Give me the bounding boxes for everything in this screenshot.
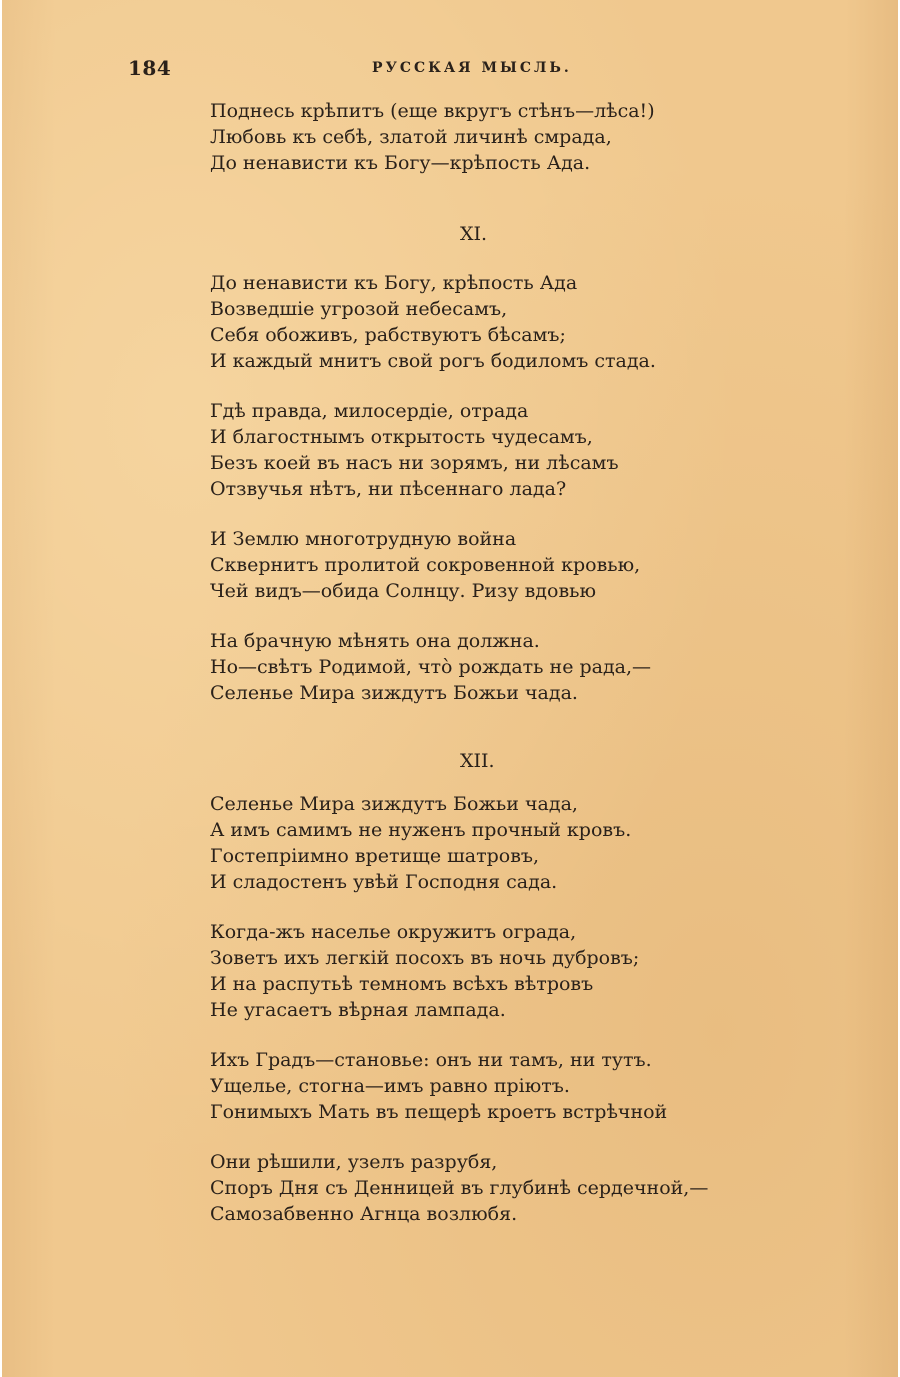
verse-line: Безъ коей въ насъ ни зорямъ, ни лѣсамъ <box>210 452 619 474</box>
verse-line: Они рѣшили, узелъ разрубя, <box>210 1151 498 1173</box>
verse-line: Гостепріимно вретище шатровъ, <box>210 845 540 867</box>
page-number: 184 <box>128 56 172 80</box>
verse-line: Чей видъ—обида Солнцу. Ризу вдовью <box>210 580 597 602</box>
verse-line: Не угасаетъ вѣрная лампада. <box>210 999 506 1021</box>
verse-line: До ненависти къ Богу—крѣпость Ада. <box>210 152 591 174</box>
verse-line: Но—свѣтъ Родимой, что̀ рождать не рада,— <box>210 656 652 678</box>
verse-line: А имъ самимъ не нуженъ прочный кровъ. <box>210 819 632 841</box>
verse-line: Когда-жъ населье окружитъ ограда, <box>210 921 577 943</box>
running-head: РУССКАЯ МЫСЛЬ. <box>372 60 572 76</box>
section-heading-xi: XI. <box>460 223 488 245</box>
verse-line: Возведшіе угрозой небесамъ, <box>210 298 508 320</box>
poem-text <box>210 98 830 1227</box>
verse-line: Споръ Дня съ Денницей въ глубинѣ сердечной,— <box>210 1177 709 1199</box>
section-heading-xii: XII. <box>460 750 495 772</box>
verse-line: Селенье Мира зиждутъ Божьи чада, <box>210 793 578 815</box>
verse-line: На брачную мѣнять она должна. <box>210 630 540 652</box>
verse-line: Гонимыхъ Мать въ пещерѣ кроетъ встрѣчной <box>210 1101 668 1123</box>
verse-line: Себя обоживъ, рабствуютъ бѣсамъ; <box>210 324 566 346</box>
verse-line: И на распутьѣ темномъ всѣхъ вѣтровъ <box>210 973 594 995</box>
verse-line: Самозабвенно Агнца возлюбя. <box>210 1203 518 1225</box>
verse-line: Ихъ Градъ—становье: онъ ни тамъ, ни тутъ. <box>210 1049 652 1071</box>
verse-line: Селенье Мира зиждутъ Божьи чада. <box>210 682 578 704</box>
verse-line: И благостнымъ открытость чудесамъ, <box>210 426 593 448</box>
verse-line: Ущелье, стогна—имъ равно пріютъ. <box>210 1075 570 1097</box>
verse-line: И сладостенъ увѣй Господня сада. <box>210 871 558 893</box>
verse-line: И Землю многотрудную война <box>210 528 517 550</box>
verse-line: Поднесь крѣпитъ (еще вкругъ стѣнъ—лѣса!) <box>210 100 655 122</box>
verse-line: И каждый мнитъ свой рогъ бодиломъ стада. <box>210 350 656 372</box>
verse-line: До ненависти къ Богу, крѣпость Ада <box>210 272 578 294</box>
verse-line: Зоветъ ихъ легкій посохъ въ ночь дубровъ; <box>210 947 640 969</box>
book-page <box>2 0 898 1377</box>
page-header <box>2 54 898 88</box>
verse-line: Отзвучья нѣтъ, ни пѣсеннаго лада? <box>210 478 567 500</box>
verse-line: Любовь къ себѣ, златой личинѣ смрада, <box>210 126 612 148</box>
verse-line: Сквернитъ пролитой сокровенной кровью, <box>210 554 641 576</box>
verse-line: Гдѣ правда, милосердіе, отрада <box>210 400 529 422</box>
